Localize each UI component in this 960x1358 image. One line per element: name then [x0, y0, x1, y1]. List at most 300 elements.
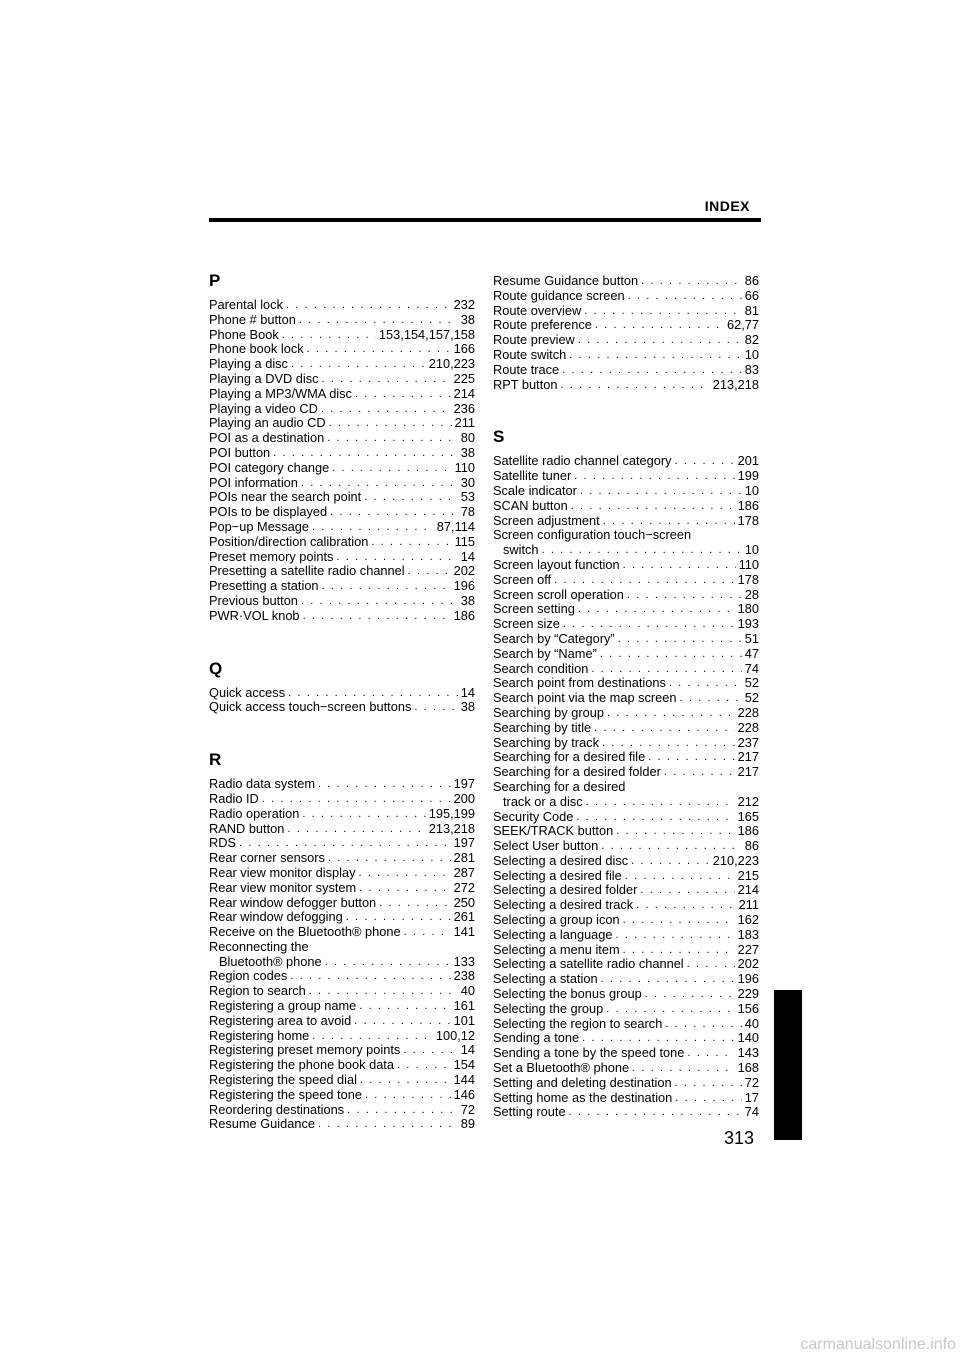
entry-page-ref: 211 — [454, 416, 475, 431]
entry-page-ref: 101 — [453, 1013, 475, 1028]
entry-term: Sending a tone by the speed tone — [493, 1046, 685, 1061]
index-entry — [493, 588, 759, 603]
index-section — [209, 749, 475, 1132]
entry-term: Search by “Name” — [493, 646, 597, 661]
dot-leader — [578, 602, 735, 617]
entry-term: Selecting a desired track — [493, 898, 634, 913]
entry-term: POI button — [209, 445, 271, 460]
index-entry — [209, 1073, 475, 1088]
entry-term: Route guidance screen — [493, 288, 625, 303]
entry-term: Rear window defogging — [209, 910, 343, 925]
dot-leader — [329, 416, 452, 431]
index-entry — [493, 972, 759, 987]
entry-term: Route preference — [493, 318, 592, 333]
index-entry — [493, 573, 759, 588]
dot-leader — [364, 490, 458, 505]
entry-term: Screen size — [493, 617, 560, 632]
index-entry — [493, 869, 759, 884]
entry-page-ref: 72 — [744, 1075, 759, 1090]
index-entry — [493, 304, 759, 319]
dot-leader — [641, 274, 742, 289]
index-entry — [209, 969, 475, 984]
entry-page-ref: 215 — [737, 868, 759, 883]
entry-term: Quick access — [209, 685, 286, 700]
index-entry — [209, 550, 475, 565]
entry-term: Selecting a station — [493, 972, 598, 987]
dot-leader — [330, 505, 458, 520]
index-entry — [209, 342, 475, 357]
dot-leader — [636, 898, 735, 913]
entry-page-ref: 40 — [460, 984, 475, 999]
index-entry — [209, 822, 475, 837]
entry-term: Search by “Category” — [493, 631, 615, 646]
index-entry — [493, 647, 759, 662]
index-entry — [493, 1031, 759, 1046]
entry-term: Rear window defogger button — [209, 895, 377, 910]
dot-leader — [371, 535, 451, 550]
dot-leader — [669, 676, 742, 691]
entry-page-ref: 52 — [744, 676, 759, 691]
dot-leader — [640, 883, 734, 898]
dot-leader — [318, 777, 451, 792]
entry-term: Satellite radio channel category — [493, 454, 672, 469]
entry-term: Playing a DVD disc — [209, 371, 319, 386]
entry-term: Searching by track — [493, 735, 599, 750]
entry-page-ref: 201 — [737, 454, 759, 469]
dot-leader — [542, 543, 742, 558]
entry-page-ref: 40 — [744, 1016, 759, 1031]
index-entry — [209, 777, 475, 792]
dot-leader — [299, 313, 458, 328]
entry-term: Selecting the bonus group — [493, 987, 642, 1002]
header-rule — [209, 218, 761, 222]
entry-page-ref: 162 — [737, 913, 759, 928]
entry-page-ref: 17 — [744, 1090, 759, 1105]
entry-term: Select User button — [493, 839, 599, 854]
index-entry — [209, 807, 475, 822]
dot-leader — [601, 839, 741, 854]
entry-term: Selecting a group icon — [493, 913, 620, 928]
entry-term: Setting home as the destination — [493, 1090, 673, 1105]
entry-term: POI as a destination — [209, 431, 325, 446]
dot-leader — [328, 851, 451, 866]
entry-term: RAND button — [209, 821, 285, 836]
entry-page-ref: 82 — [744, 333, 759, 348]
dot-leader — [354, 1014, 450, 1029]
index-entry — [493, 736, 759, 751]
dot-leader — [648, 750, 734, 765]
entry-term: Radio operation — [209, 806, 300, 821]
index-entry — [493, 469, 759, 484]
dot-leader — [322, 372, 451, 387]
dot-leader — [603, 514, 735, 529]
entry-term: Radio ID — [209, 791, 259, 806]
entry-term: POIs to be displayed — [209, 505, 328, 520]
index-entry — [493, 780, 759, 795]
section-letter: R — [209, 750, 222, 770]
dot-leader — [584, 304, 742, 319]
dot-leader — [239, 836, 451, 851]
entry-term: Searching for a desired — [493, 779, 626, 794]
entry-term: Route trace — [493, 362, 560, 377]
entry-term: Satellite tuner — [493, 469, 572, 484]
index-entry — [209, 1029, 475, 1044]
dot-leader — [571, 499, 735, 514]
index-entry — [209, 520, 475, 535]
index-entry — [209, 700, 475, 715]
entry-page-ref: 197 — [453, 836, 475, 851]
index-entry — [493, 617, 759, 632]
dot-leader — [554, 573, 735, 588]
dot-leader — [379, 896, 450, 911]
entry-term: Region to search — [209, 984, 306, 999]
entry-term: Registering a group name — [209, 999, 357, 1014]
dot-leader — [675, 1091, 741, 1106]
entry-page-ref: 165 — [737, 809, 759, 824]
index-entry — [493, 706, 759, 721]
index-entry — [209, 431, 475, 446]
entry-page-ref: 140 — [737, 1031, 759, 1046]
entry-term: Searching for a desired folder — [493, 765, 661, 780]
entry-page-ref: 66 — [744, 288, 759, 303]
entry-page-ref: 141 — [453, 925, 475, 940]
index-entry — [493, 676, 759, 691]
index-entry — [209, 387, 475, 402]
dot-leader — [607, 706, 735, 721]
entry-page-ref: 210,223 — [428, 357, 475, 372]
entry-term: Phone book lock — [209, 342, 304, 357]
entry-page-ref: 81 — [744, 303, 759, 318]
dot-leader — [606, 1002, 734, 1017]
entry-page-ref: 89 — [460, 1117, 475, 1132]
entry-page-ref: 250 — [453, 895, 475, 910]
index-entry — [493, 484, 759, 499]
index-entry — [493, 957, 759, 972]
entry-term: Region codes — [209, 969, 288, 984]
entry-term: Screen layout function — [493, 557, 620, 572]
entry-page-ref: 14 — [460, 549, 475, 564]
entry-term: SEEK/TRACK button — [493, 824, 614, 839]
entry-page-ref: 202 — [737, 957, 759, 972]
index-entry — [493, 558, 759, 573]
entry-term: Radio data system — [209, 777, 315, 792]
index-column-right — [493, 274, 759, 1154]
index-entry — [209, 461, 475, 476]
index-entry — [493, 1091, 759, 1106]
entry-page-ref: 72 — [460, 1102, 475, 1117]
dot-leader — [569, 348, 742, 363]
dot-leader — [287, 822, 425, 837]
dot-leader — [563, 617, 735, 632]
dot-leader — [408, 564, 451, 579]
entry-page-ref: 80 — [460, 431, 475, 446]
entry-page-ref: 193 — [737, 617, 759, 632]
entry-page-ref: 225 — [453, 371, 475, 386]
index-entry — [493, 795, 759, 810]
entry-page-ref: 228 — [737, 720, 759, 735]
entry-page-ref: 196 — [737, 972, 759, 987]
index-entry — [493, 824, 759, 839]
index-entry — [493, 810, 759, 825]
entry-page-ref: 51 — [744, 631, 759, 646]
dot-leader — [303, 609, 451, 624]
section-letter: S — [493, 427, 505, 447]
entry-page-ref: 210,223 — [712, 853, 759, 868]
dot-leader — [397, 1058, 451, 1073]
entry-page-ref: 238 — [453, 969, 475, 984]
index-side-tab — [774, 990, 802, 1140]
dot-leader — [595, 318, 724, 333]
entry-page-ref: 237 — [737, 735, 759, 750]
dot-leader — [675, 454, 735, 469]
dot-leader — [591, 662, 741, 677]
dot-leader — [309, 984, 458, 999]
index-section — [493, 426, 759, 1120]
entry-term: Screen scroll operation — [493, 587, 624, 602]
entry-page-ref: 186 — [453, 608, 475, 623]
dot-leader — [680, 691, 742, 706]
index-entry — [209, 594, 475, 609]
index-entry — [493, 632, 759, 647]
index-entry — [493, 454, 759, 469]
entry-term: POI category change — [209, 460, 330, 475]
dot-leader — [600, 647, 742, 662]
entry-term: Resume Guidance button — [493, 274, 639, 288]
entry-term: Registering home — [209, 1028, 310, 1043]
dot-leader — [631, 854, 710, 869]
dot-leader — [291, 357, 426, 372]
dot-leader — [586, 795, 735, 810]
header-title: INDEX — [704, 198, 750, 214]
index-entry — [209, 686, 475, 701]
entry-page-ref: 212 — [737, 794, 759, 809]
page-number: 313 — [723, 1128, 754, 1148]
index-entry — [493, 1105, 759, 1120]
dot-leader — [273, 446, 458, 461]
dot-leader — [625, 869, 735, 884]
entry-page-ref: 161 — [453, 999, 475, 1014]
entry-page-ref: 30 — [460, 475, 475, 490]
entry-term: Registering area to avoid — [209, 1013, 352, 1028]
dot-leader — [602, 736, 735, 751]
index-entry — [493, 1046, 759, 1061]
index-entry — [493, 514, 759, 529]
index-entry — [493, 883, 759, 898]
dot-leader — [562, 363, 742, 378]
index-entry — [209, 925, 475, 940]
dot-leader — [687, 1046, 734, 1061]
index-entry — [209, 505, 475, 520]
entry-term: RDS — [209, 836, 237, 851]
entry-page-ref: 110 — [738, 557, 759, 572]
dot-leader — [578, 333, 742, 348]
entry-term: Playing a MP3/WMA disc — [209, 386, 352, 401]
entry-page-ref: 183 — [737, 927, 759, 942]
dot-leader — [628, 289, 742, 304]
entry-page-ref: 202 — [453, 564, 475, 579]
entry-term: Route overview — [493, 303, 582, 318]
index-section — [493, 274, 759, 392]
dot-leader — [336, 550, 457, 565]
entry-page-ref: 180 — [737, 602, 759, 617]
index-entry — [209, 328, 475, 343]
index-entry — [493, 721, 759, 736]
entry-page-ref: 228 — [737, 705, 759, 720]
dot-leader — [312, 520, 434, 535]
index-entry — [493, 1017, 759, 1032]
dot-leader — [302, 807, 425, 822]
entry-term: Security Code — [493, 809, 574, 824]
dot-leader — [632, 1061, 735, 1076]
entry-page-ref: 232 — [453, 298, 475, 312]
entry-term: Rear view monitor system — [209, 880, 357, 895]
entry-page-ref: 74 — [744, 1105, 759, 1120]
entry-page-ref: 53 — [460, 490, 475, 505]
index-entry — [209, 1043, 475, 1058]
entry-term: Registering the phone book data — [209, 1058, 394, 1073]
dot-leader — [355, 387, 451, 402]
entry-term: SCAN button — [493, 498, 568, 513]
entry-page-ref: 236 — [453, 401, 475, 416]
entry-term: Selecting the region to search — [493, 1016, 663, 1031]
entry-page-ref: 86 — [744, 839, 759, 854]
section-letter: Q — [209, 658, 223, 678]
entry-term: Selecting a satellite radio channel — [493, 957, 684, 972]
entry-term: Position/direction calibration — [209, 534, 369, 549]
entry-page-ref: 186 — [737, 824, 759, 839]
entry-term: Selecting a language — [493, 927, 613, 942]
entry-term: Screen setting — [493, 602, 575, 617]
entry-term: Selecting a desired disc — [493, 853, 629, 868]
index-entry — [209, 402, 475, 417]
entry-term: RPT button — [493, 377, 558, 392]
entry-term: Searching by title — [493, 720, 592, 735]
index-entry — [209, 490, 475, 505]
entry-page-ref: 186 — [737, 498, 759, 513]
entry-term: Registering preset memory points — [209, 1043, 401, 1058]
entry-term: Presetting a station — [209, 579, 319, 594]
dot-leader — [360, 1073, 451, 1088]
dot-leader — [687, 957, 735, 972]
entry-page-ref: 156 — [737, 1001, 759, 1016]
entry-page-ref: 281 — [453, 851, 475, 866]
dot-leader — [616, 824, 734, 839]
entry-page-ref: 86 — [744, 274, 759, 288]
entry-term: Search condition — [493, 661, 589, 676]
index-entry — [209, 940, 475, 955]
entry-term: Playing an audio CD — [209, 416, 326, 431]
entry-term: Screen configuration touch−screen — [493, 528, 692, 543]
index-entry — [209, 792, 475, 807]
entry-page-ref: 217 — [737, 750, 759, 765]
dot-leader — [675, 1076, 742, 1091]
entry-page-ref: 115 — [454, 534, 475, 549]
entry-term: Receive on the Bluetooth® phone — [209, 925, 401, 940]
dot-leader — [301, 594, 458, 609]
entry-page-ref: 217 — [737, 765, 759, 780]
entry-page-ref: 87,114 — [436, 519, 475, 534]
dot-leader — [665, 1017, 741, 1032]
entry-page-ref: 166 — [453, 342, 475, 357]
index-entry — [209, 955, 475, 970]
entry-page-ref: 168 — [737, 1061, 759, 1076]
entry-term: Route switch — [493, 347, 567, 362]
entry-page-ref: 200 — [453, 791, 475, 806]
dot-leader — [290, 969, 450, 984]
dot-leader — [623, 558, 736, 573]
dot-leader — [627, 588, 742, 603]
entry-page-ref: 213,218 — [712, 377, 759, 392]
entry-page-ref: 14 — [460, 1043, 475, 1058]
index-entry — [493, 750, 759, 765]
entry-page-ref: 229 — [737, 987, 759, 1002]
dot-leader — [582, 1031, 735, 1046]
entry-term: Playing a video CD — [209, 401, 318, 416]
entry-term: Reconnecting the — [209, 939, 309, 954]
index-entry — [209, 372, 475, 387]
dot-leader — [307, 342, 451, 357]
dot-leader — [618, 632, 742, 647]
dot-leader — [286, 298, 451, 313]
entry-page-ref: 272 — [453, 880, 475, 895]
index-entry — [493, 528, 759, 543]
index-entry — [493, 662, 759, 677]
index-entry — [493, 913, 759, 928]
entry-page-ref: 62,77 — [726, 318, 759, 333]
entry-term: Quick access touch−screen buttons — [209, 700, 412, 715]
entry-term: Phone # button — [209, 312, 296, 327]
index-entry — [209, 910, 475, 925]
entry-term: track or a disc — [503, 794, 583, 809]
dot-leader — [623, 913, 735, 928]
index-entry — [209, 564, 475, 579]
entry-term: Screen off — [493, 572, 552, 587]
index-entry — [209, 1103, 475, 1118]
entry-page-ref: 178 — [737, 572, 759, 587]
entry-term: Set a Bluetooth® phone — [493, 1061, 630, 1076]
entry-page-ref: 14 — [460, 685, 475, 700]
index-entry — [209, 416, 475, 431]
entry-term: Parental lock — [209, 298, 283, 312]
index-entry — [209, 313, 475, 328]
entry-page-ref: 143 — [737, 1046, 759, 1061]
index-entry — [493, 691, 759, 706]
dot-leader — [301, 476, 458, 491]
index-entry — [493, 928, 759, 943]
dot-leader — [288, 686, 458, 701]
entry-page-ref: 178 — [737, 513, 759, 528]
entry-term: Screen adjustment — [493, 513, 600, 528]
entry-term: POIs near the search point — [209, 490, 362, 505]
index-entry — [493, 854, 759, 869]
dot-leader — [312, 1029, 433, 1044]
entry-page-ref: 287 — [453, 865, 475, 880]
entry-page-ref: 38 — [460, 312, 475, 327]
entry-page-ref: 78 — [460, 505, 475, 520]
index-entry — [209, 1014, 475, 1029]
index-entry — [209, 881, 475, 896]
dot-leader — [404, 925, 451, 940]
index-entry — [209, 357, 475, 372]
index-entry — [493, 333, 759, 348]
index-entry — [209, 1117, 475, 1132]
index-entry — [493, 348, 759, 363]
dot-leader — [574, 469, 734, 484]
entry-term: Rear view monitor display — [209, 865, 356, 880]
watermark: carmanualsonline.info — [800, 1336, 956, 1353]
entry-page-ref: 197 — [453, 777, 475, 792]
entry-term: Registering the speed dial — [209, 1073, 357, 1088]
